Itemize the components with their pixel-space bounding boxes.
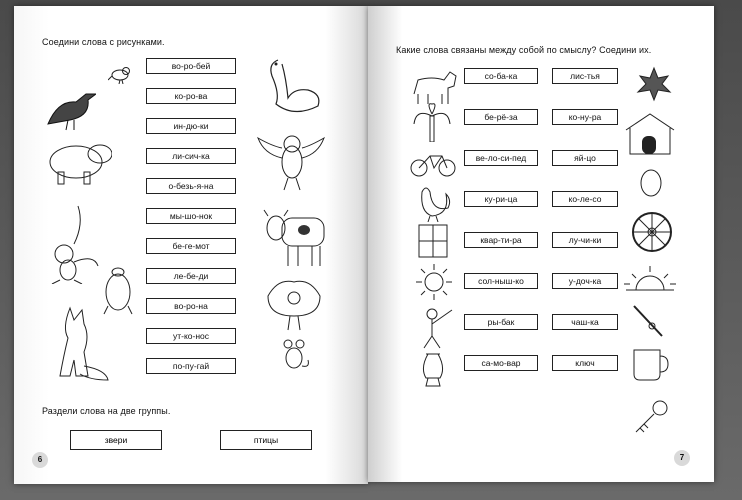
crow-icon [40, 80, 96, 132]
fisherman-icon [406, 306, 456, 350]
word-box[interactable]: со-ба-ка [464, 68, 538, 84]
group-box[interactable]: птицы [220, 430, 312, 450]
cow-icon [258, 200, 330, 270]
word-box[interactable]: ко-ле-со [552, 191, 618, 207]
mouse-icon [276, 336, 312, 372]
word-box[interactable]: яй-цо [552, 150, 618, 166]
word-box[interactable]: чаш-ка [552, 314, 618, 330]
word-box[interactable]: квар-ти-ра [464, 232, 538, 248]
word-box[interactable]: ли-сич-ка [146, 148, 236, 164]
hippo-icon [44, 132, 112, 188]
word-box[interactable]: ко-ро-ва [146, 88, 236, 104]
samovar-icon [416, 348, 450, 388]
parrot-icon [256, 128, 326, 192]
word-box[interactable]: бе-ге-мот [146, 238, 236, 254]
right-instruction: Какие слова связаны между собой по смыслу? Соедини их. [396, 45, 652, 55]
doghouse-icon [620, 110, 680, 156]
word-box[interactable]: ин-дю-ки [146, 118, 236, 134]
right-page [368, 6, 714, 482]
word-box[interactable]: лу-чи-ки [552, 232, 618, 248]
birch-icon [412, 102, 452, 142]
word-box[interactable]: во-ро-на [146, 298, 236, 314]
word-box[interactable]: о-безь-я-на [146, 178, 236, 194]
page-number-right: 7 [674, 450, 690, 466]
group-box[interactable]: звери [70, 430, 162, 450]
word-box[interactable]: ку-ри-ца [464, 191, 538, 207]
word-box[interactable]: у-доч-ка [552, 273, 618, 289]
cup-icon [630, 346, 670, 382]
sunrise-icon [622, 262, 678, 292]
key-icon [632, 398, 672, 438]
egg-icon [638, 166, 664, 198]
word-box[interactable]: ве-ло-си-пед [464, 150, 538, 166]
window-icon [418, 224, 448, 258]
fox-icon [40, 304, 110, 382]
word-box[interactable]: мы-шо-нок [146, 208, 236, 224]
left-task2: Раздели слова на две группы. [42, 406, 171, 416]
word-box[interactable]: бе-рё-за [464, 109, 538, 125]
word-box[interactable]: са-мо-вар [464, 355, 538, 371]
word-box[interactable]: сол-ныш-ко [464, 273, 538, 289]
bicycle-icon [410, 150, 456, 178]
word-box[interactable]: ключ [552, 355, 618, 371]
turkey-icon [262, 276, 326, 332]
page-number-left: 6 [32, 452, 48, 468]
word-box[interactable]: лис-тья [552, 68, 618, 84]
left-page [14, 6, 368, 484]
word-box[interactable]: ры-бак [464, 314, 538, 330]
monkey-icon [38, 204, 104, 284]
dog-icon [408, 64, 458, 106]
sparrow-icon [108, 64, 132, 84]
hen-icon [412, 182, 454, 222]
word-box[interactable]: по-пу-гай [146, 358, 236, 374]
left-instruction: Соедини слова с рисунками. [42, 37, 165, 47]
word-box[interactable]: во-ро-бей [146, 58, 236, 74]
leaves-icon [634, 64, 674, 104]
sun-icon [414, 262, 454, 302]
swan-icon [264, 54, 328, 120]
wheel-icon [630, 210, 674, 254]
fishing-rod-icon [630, 302, 666, 342]
word-box[interactable]: ко-ну-ра [552, 109, 618, 125]
word-box[interactable]: ут-ко-нос [146, 328, 236, 344]
word-box[interactable]: ле-бе-ди [146, 268, 236, 284]
